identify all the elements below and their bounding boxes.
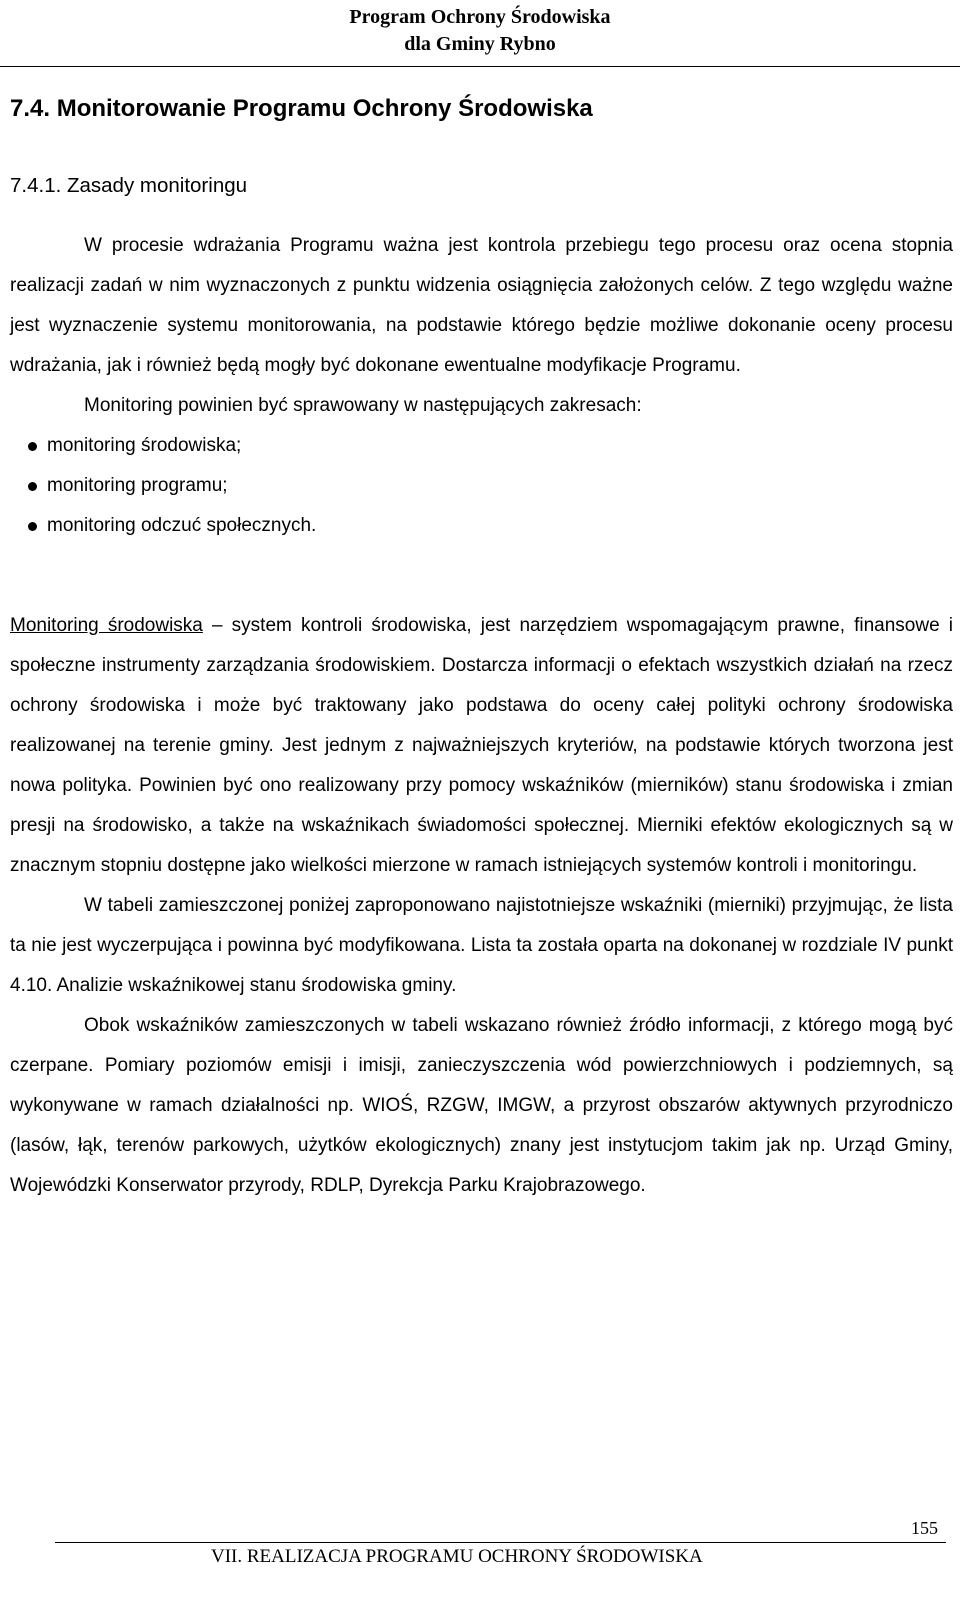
running-footer: VII. REALIZACJA PROGRAMU OCHRONY ŚRODOWISKA: [211, 1546, 703, 1567]
list-item: [10, 466, 953, 506]
monitoring-environment-paragraph: [10, 606, 953, 886]
header-line-1: Program Ochrony Środowiska: [349, 6, 611, 28]
list-item-text: monitoring programu;: [47, 475, 228, 496]
header-divider: [0, 66, 960, 67]
list-item-text: monitoring odczuć społecznych.: [47, 515, 317, 536]
subsection-heading: 7.4.1. Zasady monitoringu: [10, 174, 248, 197]
list-item: [10, 506, 953, 546]
section-heading: 7.4. Monitorowanie Programu Ochrony Środowiska: [10, 95, 593, 122]
sources-paragraph: Obok wskaźników zamieszczonych w tabeli wskazano również źródło informacji, z którego mogą być czerpane. Pomiary poziomów emisji i imisji, zanieczyszczenia wód powierzchniowych i podziemnych, są wykonywane w ramach działalności np. WIOŚ, RZGW, IMGW, a przyrost obszarów aktywnych przyrodniczo (lasów, łąk, terenów parkowych, użytków ekologicznych) znany jest instytucjom takim jak np. Urząd Gminy, Wojewódzki Konserwator przyrody, RDLP, Dyrekcja Parku Krajobrazowego.: [10, 1015, 953, 1196]
list-item: [10, 426, 953, 466]
intro-paragraph: W procesie wdrażania Programu ważna jest kontrola przebiegu tego procesu oraz ocena stopnia realizacji zadań w nim wyznaczonych z punktu widzenia osiągnięcia założonych celów. Z tego względu ważne jest wyznaczenie systemu monitorowania, na podstawie którego będzie możliwe dokonanie oceny procesu wdrażania, jak i również będą mogły być dokonane ewentualne modyfikacje Programu.: [10, 235, 953, 376]
monitoring-environment-text: – system kontroli środowiska, jest narzędziem wspomagającym prawne, finansowe i społeczne instrumenty zarządzania środowiskiem. Dostarcza informacji o efektach wszystkich działań na rzecz ochrony środowiska i może być traktowany jako podstawa do oceny całej polityki ochrony środowiska realizowanej na terenie gminy. Jest jednym z najważniejszych kryteriów, na podstawie których tworzona jest nowa polityka. Powinien być ono realizowany przy pomocy wskaźników (mierników) stanu środowiska i zmian presji na środowisko, a także na wskaźnikach świadomości społecznej. Mierniki efektów ekologicznych są w znacznym stopniu dostępne jako wielkości mierzone w ramach istniejących systemów kontroli i monitoringu.: [10, 615, 953, 876]
header-line-2: dla Gminy Rybno: [404, 33, 556, 55]
scope-list: [10, 426, 953, 546]
monitoring-block: [10, 606, 953, 1206]
bullet-icon: [28, 522, 37, 531]
bullet-icon: [28, 442, 37, 451]
running-header: [0, 4, 960, 58]
footer-divider: [55, 1542, 946, 1543]
page-number: 155: [911, 1518, 938, 1538]
table-paragraph: W tabeli zamieszczonej poniżej zaproponowano najistotniejsze wskaźniki (mierniki) przyjmując, że lista ta nie jest wyczerpująca i powinna być modyfikowana. Lista ta została oparta na dokonanej w rozdziale IV punkt 4.10. Analizie wskaźnikowej stanu środowiska gminy.: [10, 895, 953, 996]
monitoring-environment-term: Monitoring środowiska: [10, 615, 203, 636]
list-item-text: monitoring środowiska;: [47, 435, 242, 456]
bullet-icon: [28, 482, 37, 491]
scope-intro: Monitoring powinien być sprawowany w następujących zakresach:: [84, 395, 642, 416]
principles-block: [10, 226, 953, 546]
